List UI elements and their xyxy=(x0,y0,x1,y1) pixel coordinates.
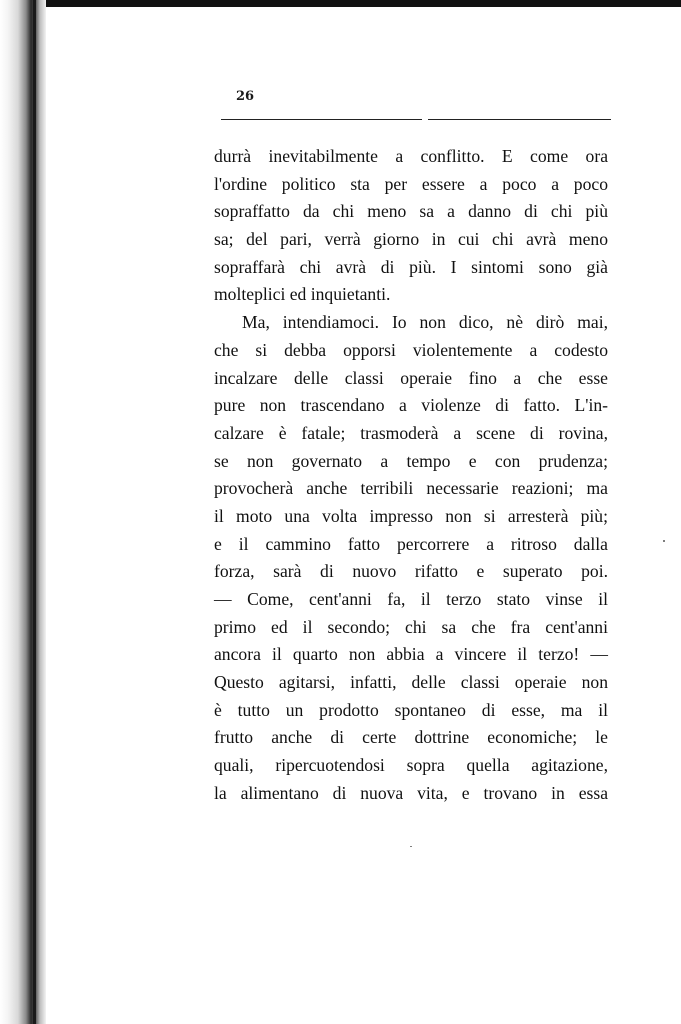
text-line: calzare è fatale; trasmoderà a scene di rovina, xyxy=(214,422,608,443)
body-text xyxy=(214,143,608,808)
scan-speck xyxy=(663,540,665,542)
text-line: incalzare delle classi operaie fino a che esse xyxy=(214,367,608,388)
book-binding-shadow xyxy=(0,0,46,1024)
text-line: pure non trascendano a violenze di fatto. L'in- xyxy=(214,395,608,416)
scan-top-edge xyxy=(0,0,681,7)
text-line: e il cammino fatto percorrere a ritroso dalla xyxy=(214,533,608,554)
text-line: primo ed il secondo; chi sa che fra cent'anni xyxy=(214,616,608,637)
header-rule-right xyxy=(428,119,611,120)
text-line: sa; del pari, verrà giorno in cui chi avrà meno xyxy=(214,229,608,250)
text-line: sopraffarà chi avrà di più. I sintomi sono già xyxy=(214,256,608,277)
text-line: — Come, cent'anni fa, il terzo stato vinse il xyxy=(214,589,608,609)
text-line: l'ordine politico sta per essere a poco a poco xyxy=(214,173,608,194)
text-line: provocherà anche terribili necessarie reazioni; ma xyxy=(214,478,608,499)
text-line: forza, sarà di nuovo rifatto e superato poi. xyxy=(214,561,608,582)
text-line: se non governato a tempo e con prudenza; xyxy=(214,450,608,471)
text-line: che si debba opporsi violentemente a codesto xyxy=(214,339,608,360)
page-number: 26 xyxy=(236,89,255,104)
text-line: sopraffatto da chi meno sa a danno di chi più xyxy=(214,201,608,222)
text-line: la alimentano di nuova vita, e trovano in essa xyxy=(214,782,608,803)
scan-speck xyxy=(410,846,412,847)
text-line: quali, ripercuotendosi sopra quella agitazione, xyxy=(214,755,608,776)
text-line: Questo agitarsi, infatti, delle classi operaie non xyxy=(214,672,608,693)
text-line: Ma, intendiamoci. Io non dico, nè dirò mai, xyxy=(242,312,608,333)
text-line: ancora il quarto non abbia a vincere il terzo! — xyxy=(214,644,608,665)
header-rule-left xyxy=(221,119,422,120)
text-line: durrà inevitabilmente a conflitto. E come ora xyxy=(214,146,608,166)
book-spine-line xyxy=(33,0,36,1024)
text-line: il moto una volta impresso non si arresterà più; xyxy=(214,505,608,526)
text-line: molteplici ed inquietanti. xyxy=(214,284,391,305)
text-line: è tutto un prodotto spontaneo di esse, ma il xyxy=(214,699,608,720)
text-line: frutto anche di certe dottrine economiche; le xyxy=(214,727,608,748)
